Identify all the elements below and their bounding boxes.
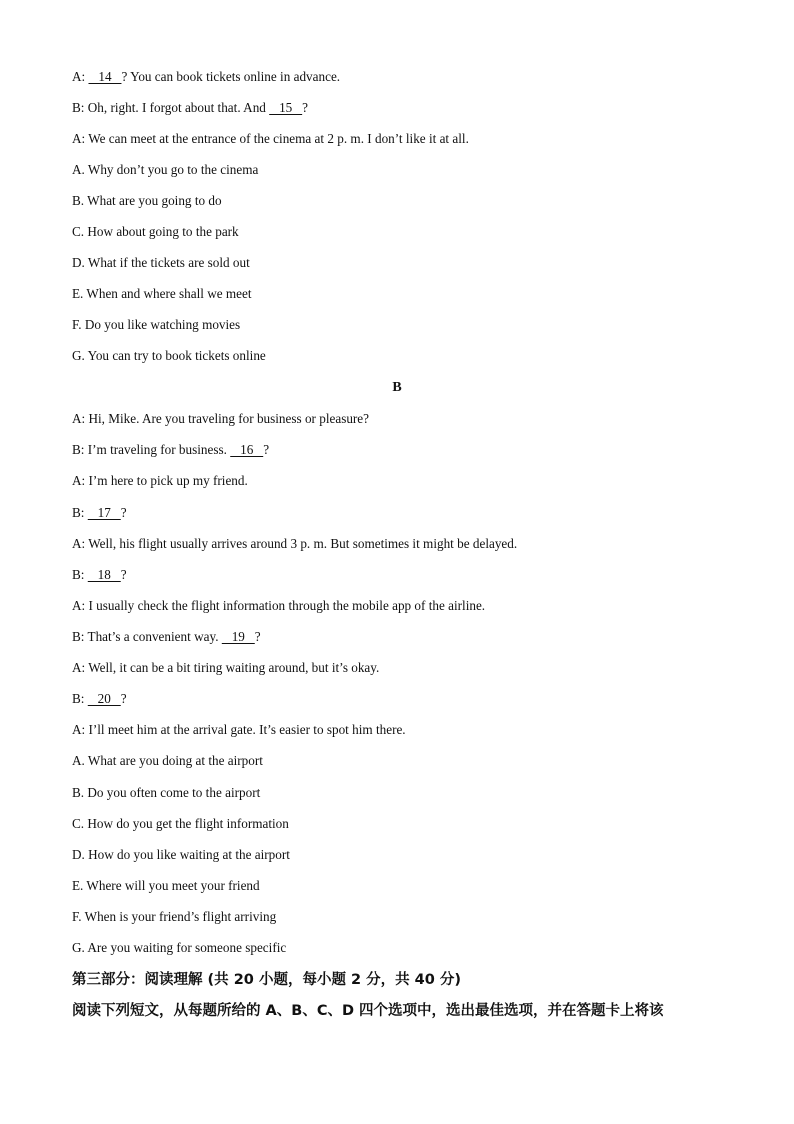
speaker-text: A: [72, 69, 89, 84]
option-item: F. Do you like watching movies [72, 317, 241, 332]
dialogue-line [72, 629, 261, 645]
line-text: A: Well, his flight usually arrives around 3 p. m. But sometimes it might be delayed. [72, 536, 518, 551]
option-item: B. Do you often come to the airport [72, 785, 261, 800]
dialogue-line [72, 411, 369, 427]
line-text: A: Well, it can be a bit tiring waiting around, but it’s okay. [72, 660, 380, 675]
option-item: D. How do you like waiting at the airport [72, 847, 290, 862]
line-text: A: Hi, Mike. Are you traveling for business or pleasure? [72, 411, 370, 426]
line-text: ? [120, 691, 127, 706]
option-item: F. When is your friend’s flight arriving [72, 909, 277, 924]
answer-blank: 18 [87, 567, 121, 582]
answer-blank: 16 [230, 442, 264, 457]
option-item: B. What are you going to do [72, 193, 222, 208]
dialogue-line [72, 567, 127, 583]
option-item: C. How about going to the park [72, 224, 239, 239]
option-item: A. Why don’t you go to the cinema [72, 162, 259, 177]
dialogue-line [72, 722, 406, 738]
section-title: B [392, 380, 402, 395]
answer-blank: 20 [87, 691, 121, 706]
dialogue-line [72, 691, 127, 707]
dialogue-line [72, 660, 379, 676]
option-item: D. What if the tickets are sold out [72, 255, 250, 270]
line-text: ? [263, 442, 270, 457]
part-instruction: 阅读下列短文，从每题所给的 A、B、C、D 四个选项中，选出最佳选项，并在答题卡上将该 [72, 1003, 664, 1019]
option-item: A. What are you doing at the airport [72, 753, 263, 768]
line-text: B: Oh, right. I forgot about that. And [72, 100, 270, 115]
answer-blank: 15 [269, 100, 303, 115]
option-item: C. How do you get the flight information [72, 816, 289, 831]
line-text: A: I’m here to pick up my friend. [72, 473, 248, 488]
option-item: G. Are you waiting for someone specific [72, 940, 287, 955]
option-item: G. You can try to book tickets online [72, 348, 266, 363]
dialogue-line [72, 100, 308, 116]
line-text: A: I usually check the flight information through the mobile app of the airline. [72, 598, 486, 613]
answer-blank: 19 [221, 629, 255, 644]
dialogue-line [72, 505, 127, 521]
dialogue-line: A: We can meet at the entrance of the cinema at 2 p. m. I don’t like it at all. [72, 131, 469, 146]
line-text: B: [72, 691, 88, 706]
dialogue-line [72, 69, 340, 85]
answer-blank: 17 [87, 505, 121, 520]
answer-blank: 14 [88, 69, 122, 84]
option-item: E. Where will you meet your friend [72, 878, 260, 893]
line-text: A: I’ll meet him at the arrival gate. It’s easier to spot him there. [72, 722, 406, 737]
line-text: ? [254, 629, 261, 644]
line-text: B: I’m traveling for business. [72, 442, 231, 457]
line-text: ? You can book tickets online in advance. [121, 69, 341, 84]
option-item: E. When and where shall we meet [72, 286, 252, 301]
line-text: B: [72, 567, 88, 582]
line-text: ? [120, 505, 127, 520]
line-text: ? [120, 567, 127, 582]
line-text: B: [72, 505, 88, 520]
part-heading: 第三部分：阅读理解 (共 20 小题，每小题 2 分，共 40 分) [72, 972, 462, 988]
dialogue-line [72, 442, 269, 458]
line-text: ? [302, 100, 309, 115]
dialogue-line [72, 536, 517, 552]
line-text: B: That’s a convenient way. [72, 629, 222, 644]
dialogue-line [72, 473, 248, 489]
dialogue-line [72, 598, 485, 614]
